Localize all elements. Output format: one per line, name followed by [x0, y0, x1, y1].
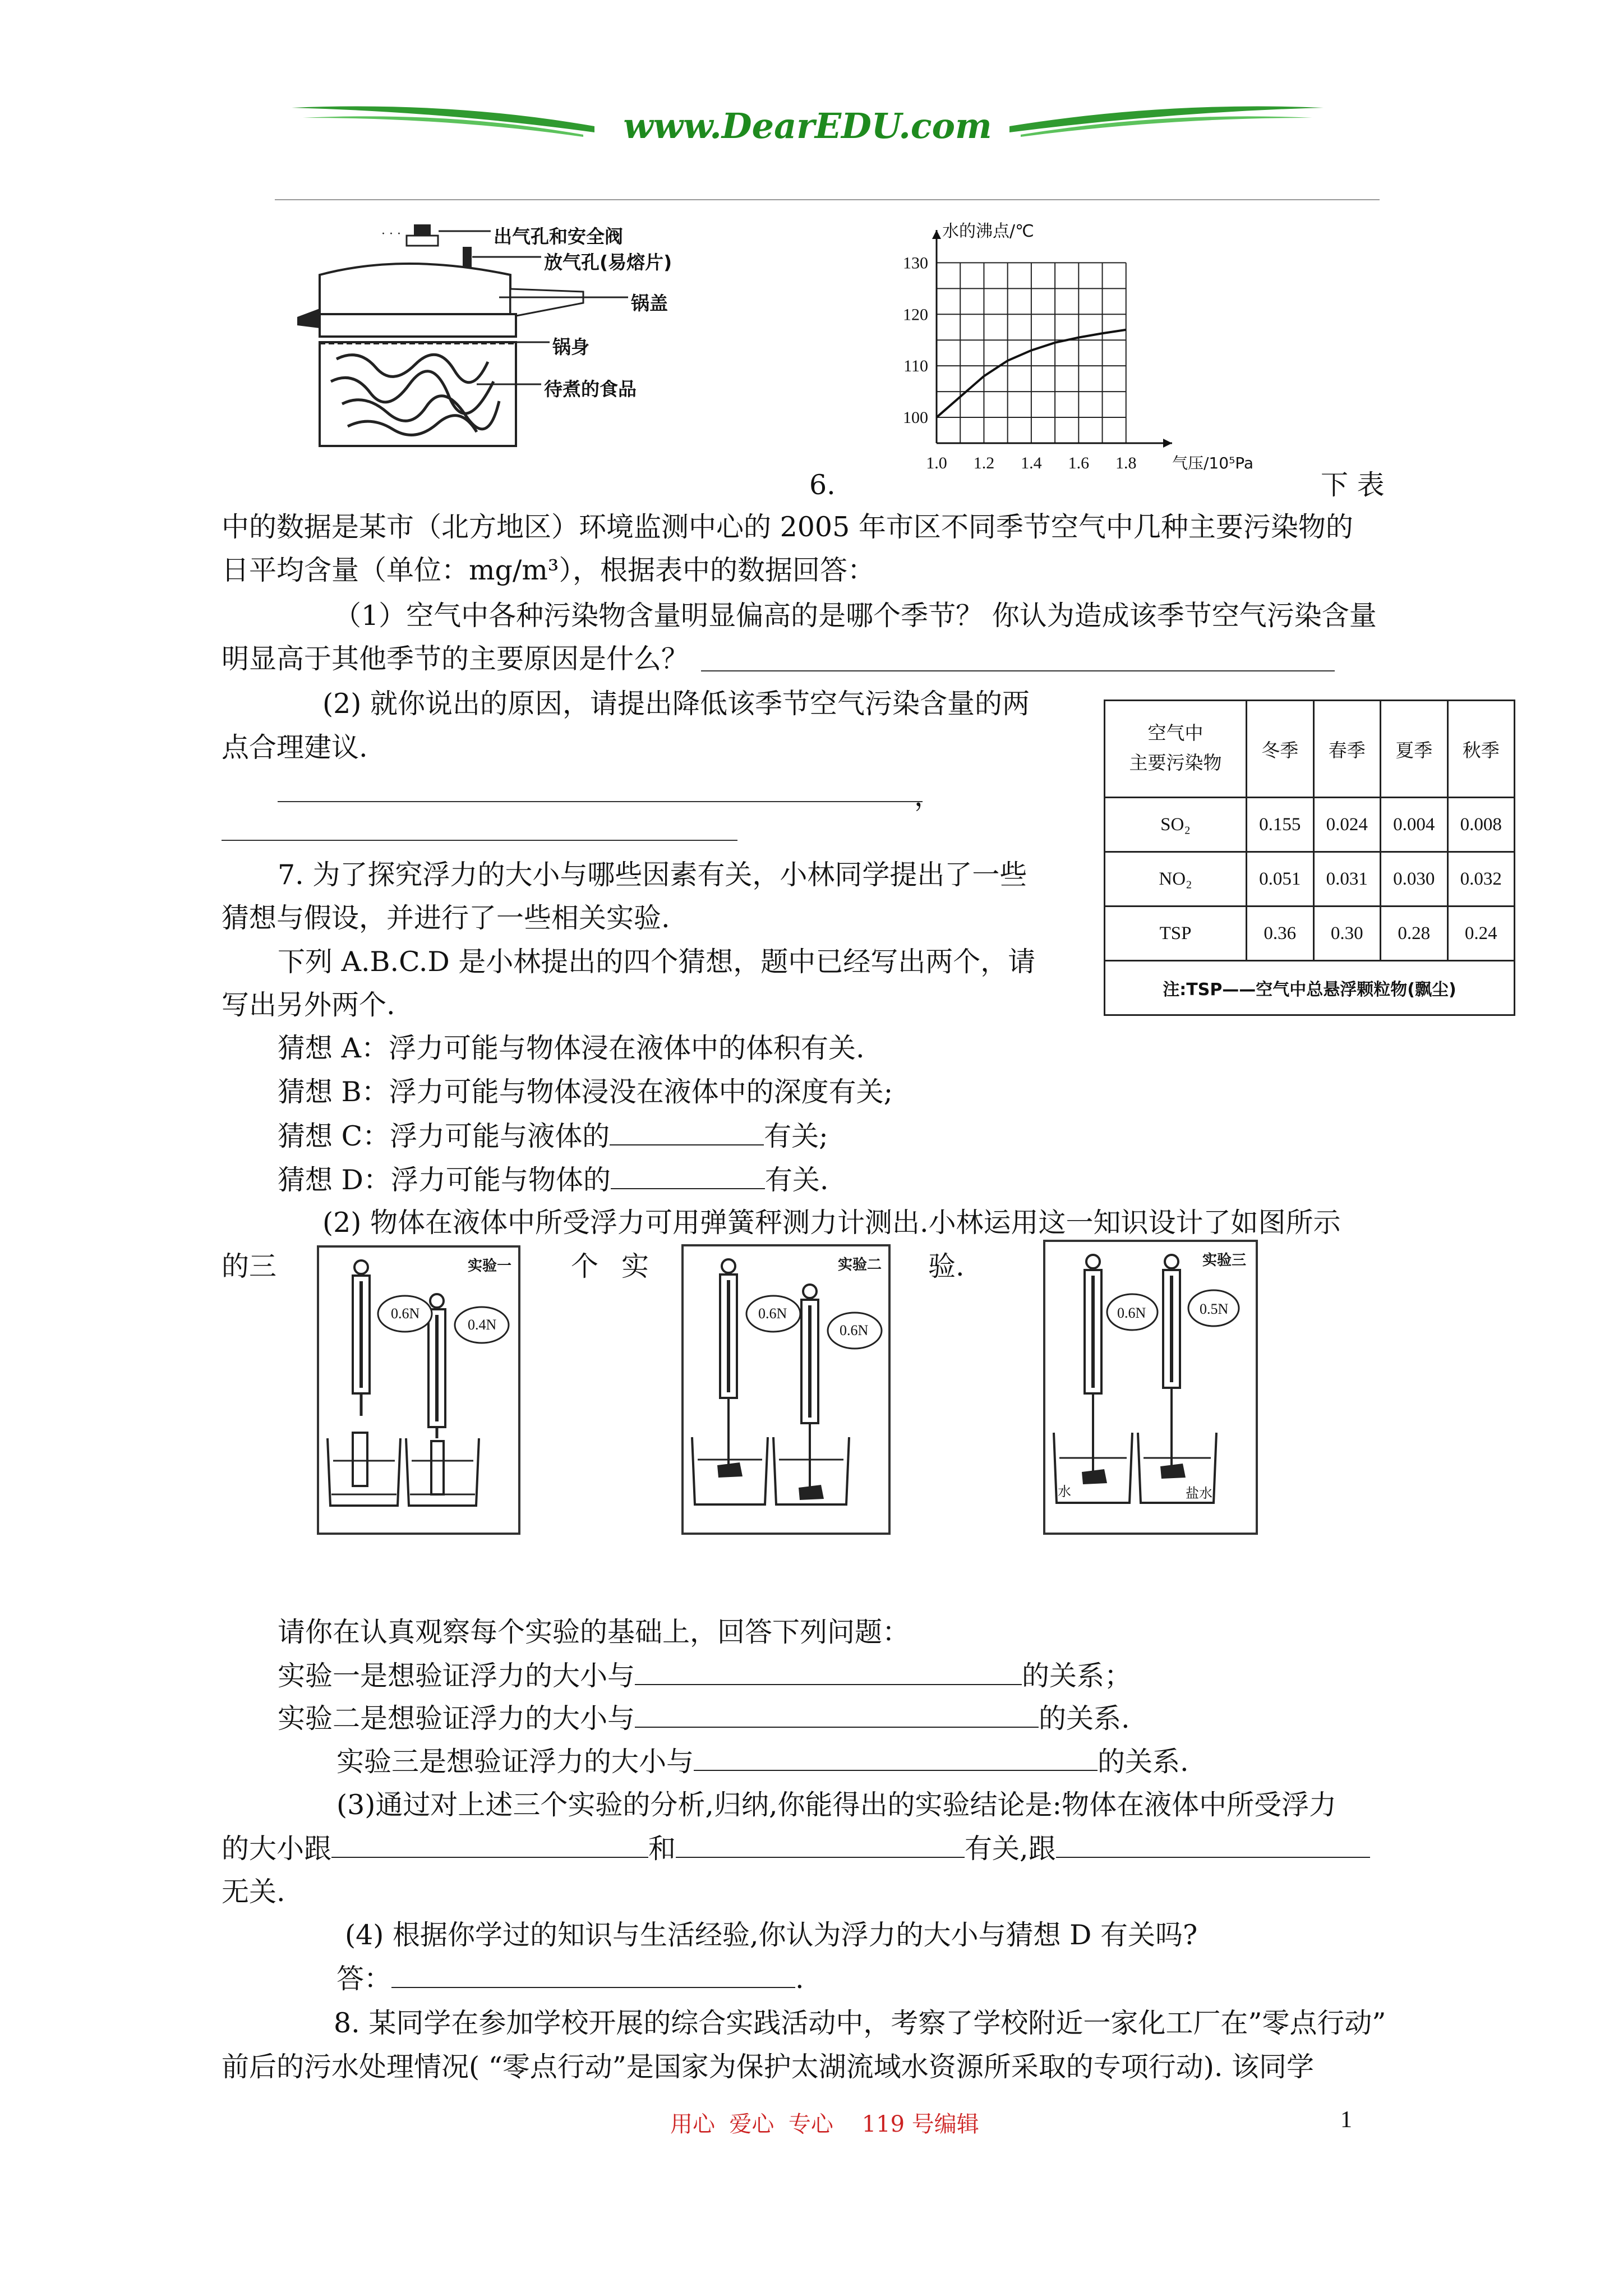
table-cell: 0.032 — [1447, 852, 1515, 907]
experiment-3-figure — [1043, 1240, 1258, 1535]
q7-part2-d: 验. — [928, 1250, 965, 1282]
table-cell: 0.24 — [1447, 907, 1515, 961]
table-cell: 0.008 — [1447, 798, 1515, 852]
experiment-3-reading-1: 0.6N — [1117, 1305, 1146, 1321]
q6-part1-line2: 明显高于其他季节的主要原因是什么？ — [222, 643, 689, 675]
table-cell: 0.031 — [1313, 852, 1381, 907]
q6-answer-line-3[interactable] — [222, 840, 737, 841]
x-tick-label: 1.0 — [926, 454, 947, 472]
x-axis-label: 气压/10⁵Pa — [1172, 454, 1254, 472]
table-cell: SO₂ — [1105, 798, 1247, 852]
guess-d-blank[interactable] — [611, 1166, 765, 1189]
site-title[interactable]: www.DearEDU.com — [623, 105, 992, 146]
experiment-1-figure — [317, 1245, 520, 1535]
exp1-blank[interactable] — [635, 1662, 1022, 1685]
table-cell: 0.051 — [1247, 852, 1314, 907]
experiment-3-liquid-2: 盐水 — [1186, 1487, 1212, 1501]
site-header — [280, 95, 1335, 163]
pressure-cooker-diagram — [292, 213, 729, 460]
experiment-1-reading-2: 0.4N — [468, 1317, 497, 1333]
guess-a: 猜想 A：浮力可能与物体浸在液体中的体积有关. — [278, 1032, 865, 1064]
table-cell: 0.36 — [1247, 907, 1314, 961]
experiment-2-title: 实验二 — [838, 1257, 882, 1273]
q7-exp2: 实验二是想验证浮力的大小与 的关系. — [278, 1703, 1130, 1734]
exp3-blank[interactable] — [694, 1747, 1098, 1771]
q6-comma: ， — [914, 780, 942, 812]
table-cell: 0.024 — [1313, 798, 1381, 852]
q7-part3-line2: 的大小跟 和 有关,跟 — [222, 1834, 1370, 1862]
table-row — [1105, 798, 1515, 852]
x-axis-arrow — [1163, 439, 1172, 448]
x-tick-label: 1.2 — [973, 454, 995, 472]
part3-blank-1[interactable] — [331, 1834, 648, 1858]
svg-text:· · ·: · · · — [381, 227, 401, 241]
q6-line2: 日平均含量（单位：mg/m³），根据表中的数据回答： — [222, 554, 875, 586]
q7-ask: 请你在认真观察每个实验的基础上，回答下列问题： — [278, 1616, 910, 1648]
boiling-point-chart — [875, 213, 1301, 482]
table-cell: 0.030 — [1381, 852, 1448, 907]
chart-svg — [875, 213, 1301, 482]
q6-answer-line-2[interactable] — [278, 801, 923, 802]
table-cell: 0.155 — [1247, 798, 1314, 852]
table-header-cell: 夏季 — [1381, 701, 1448, 798]
label-food: 待煮的食品 — [544, 378, 637, 400]
table-note-row — [1105, 961, 1515, 1015]
q8-line1: 8. 某同学在参加学校开展的综合实践活动中，考察了学校附近一家化工厂在”零点行动” — [334, 2007, 1386, 2039]
q7-line4: 写出另外两个. — [222, 989, 395, 1021]
q7-line1: 7. 为了探究浮力的大小与哪些因素有关，小林同学提出了一些 — [278, 859, 1027, 891]
x-tick-label: 1.4 — [1021, 454, 1042, 472]
q7-exp3: 实验三是想验证浮力的大小与 的关系. — [336, 1746, 1189, 1778]
table-cell: 0.30 — [1313, 907, 1381, 961]
guess-b: 猜想 B：浮力可能与物体浸没在液体中的深度有关; — [278, 1076, 893, 1108]
guess-c-blank[interactable] — [610, 1122, 764, 1145]
label-pot-body: 锅身 — [552, 336, 589, 358]
guess-d: 猜想 D：浮力可能与物体的 有关. — [278, 1164, 829, 1196]
experiment-3-title: 实验三 — [1202, 1252, 1247, 1269]
q7-line2: 猜想与假设，并进行了一些相关实验. — [222, 902, 670, 934]
table-header-cell: 春季 — [1313, 701, 1381, 798]
q6-part1-line1: （1）空气中各种污染物含量明显偏高的是哪个季节？ 你认为造成该季节空气污染含量 — [334, 600, 1377, 632]
q7-part2-c: 实 — [621, 1250, 649, 1282]
table-header-cell: 冬季 — [1247, 701, 1314, 798]
table-header-cell: 秋季 — [1447, 701, 1515, 798]
q6-number: 6. — [809, 469, 836, 501]
q7-part4: (4) 根据你学过的知识与生活经验,你认为浮力的大小与猜想 D 有关吗? — [345, 1919, 1198, 1951]
table-header-cell: 空气中 主要污染物 — [1105, 701, 1247, 798]
label-fusible-plug: 放气孔(易熔片) — [544, 251, 672, 273]
q7-answer: 答： . — [336, 1963, 804, 1995]
q6-tail: 下 表 — [1321, 469, 1385, 501]
q6-answer-line-1[interactable] — [701, 670, 1335, 671]
q7-part2-b: 个 — [571, 1250, 599, 1282]
q8-line2: 前后的污水处理情况( “零点行动”是国家为保护太湖流域水资源所采取的专项行动). 该同学 — [222, 2051, 1315, 2083]
page-number: 1 — [1340, 2107, 1352, 2133]
x-tick-label: 1.8 — [1115, 454, 1137, 472]
experiment-2-reading-2: 0.6N — [840, 1322, 869, 1338]
q6-part2-line2: 点合理建议. — [222, 731, 368, 763]
table-note: 注:TSP——空气中总悬浮颗粒物(飘尘) — [1105, 961, 1515, 1015]
q7-exp1: 实验一是想验证浮力的大小与 的关系； — [278, 1660, 1132, 1692]
experiment-3-drawing — [1045, 1242, 1256, 1533]
experiment-2-reading-1: 0.6N — [758, 1305, 787, 1322]
exp2-blank[interactable] — [635, 1704, 1039, 1728]
y-tick-label: 120 — [903, 305, 928, 324]
y-tick-label: 130 — [903, 254, 928, 273]
footer-text: 用心 爱心 专心 119 号编辑 — [670, 2111, 979, 2137]
q6-line1: 中的数据是某市（北方地区）环境监测中心的 2005 年市区不同季节空气中几种主要污染物的 — [222, 511, 1353, 543]
pollutant-table — [1104, 700, 1515, 1016]
y-axis-label: 水的沸点/℃ — [942, 222, 1034, 241]
q7-part2-a: 的三 — [222, 1250, 277, 1282]
label-lid: 锅盖 — [631, 292, 668, 314]
label-vent-valve: 出气孔和安全阀 — [494, 226, 623, 247]
table-row — [1105, 907, 1515, 961]
q7-line3: 下列 A.B.C.D 是小林提出的四个猜想，题中已经写出两个，请 — [278, 946, 1036, 978]
guess-c: 猜想 C：浮力可能与液体的 有关; — [278, 1120, 828, 1152]
y-tick-label: 110 — [903, 357, 928, 376]
q6-part2-line1: (2) 就你说出的原因，请提出降低该季节空气污染含量的两 — [322, 688, 1030, 720]
experiment-3-liquid-1: 水 — [1058, 1485, 1071, 1499]
table-cell: 0.28 — [1381, 907, 1448, 961]
q7-answer-blank[interactable] — [391, 1964, 795, 1988]
table-cell: TSP — [1105, 907, 1247, 961]
experiment-1-reading-1: 0.6N — [391, 1305, 420, 1322]
y-axis-arrow — [932, 230, 941, 239]
table-cell: NO₂ — [1105, 852, 1247, 907]
header-rule — [275, 199, 1380, 200]
q7-part3-line3: 无关. — [222, 1876, 285, 1908]
experiment-2-drawing — [684, 1246, 888, 1533]
experiment-1-drawing — [319, 1248, 518, 1533]
q7-part3: (3)通过对上述三个实验的分析,归纳,你能得出的实验结论是:物体在液体中所受浮力 — [336, 1789, 1337, 1821]
experiment-3-reading-2: 0.5N — [1200, 1301, 1229, 1317]
table-row — [1105, 852, 1515, 907]
part3-blank-2[interactable] — [676, 1834, 965, 1858]
experiment-1-title: 实验一 — [468, 1258, 512, 1274]
y-tick-label: 100 — [903, 408, 928, 427]
x-tick-label: 1.6 — [1068, 454, 1090, 472]
table-cell: 0.004 — [1381, 798, 1448, 852]
q7-part2: (2) 物体在液体中所受浮力可用弹簧秤测力计测出.小林运用这一知识设计了如图所示 — [322, 1207, 1341, 1239]
experiment-2-figure — [681, 1244, 891, 1535]
part3-blank-3[interactable] — [1056, 1834, 1370, 1858]
table-header-row — [1105, 701, 1515, 798]
